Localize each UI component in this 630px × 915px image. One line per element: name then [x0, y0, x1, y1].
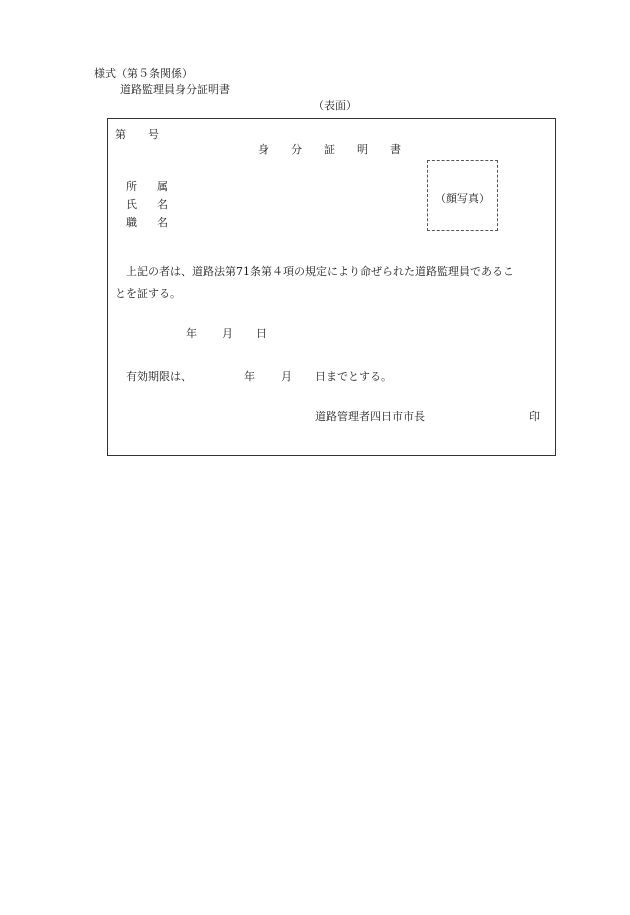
validity-month: 月: [281, 370, 292, 383]
statement-line-1: 上記の者は、道路法第71条第４項の規定により命ぜられた道路監理員であるこ: [126, 265, 514, 278]
form-title: 道路監理員身分証明書: [120, 83, 230, 96]
date-day: 日: [256, 327, 267, 340]
side-label: （表面）: [313, 99, 357, 112]
validity-suffix: 日までとする。: [315, 370, 392, 383]
field-name: 氏名: [126, 198, 188, 211]
seal-mark: 印: [529, 410, 540, 423]
validity-year: 年: [244, 370, 255, 383]
card-heading: 身分証明書: [258, 143, 423, 156]
field-affiliation: 所属: [126, 180, 188, 193]
validity-prefix: 有効期限は、: [126, 370, 192, 383]
field-job-title: 職名: [126, 216, 188, 229]
form-style-reference: 様式（第５条関係）: [94, 67, 193, 80]
statement-line-2: とを証する。: [115, 287, 181, 300]
date-year: 年: [186, 327, 197, 340]
number-label-go: 号: [148, 128, 159, 141]
date-month: 月: [222, 327, 233, 340]
number-label-dai: 第: [115, 128, 126, 141]
photo-label: （顔写真）: [435, 192, 490, 205]
photo-placeholder: [427, 160, 498, 231]
issuer: 道路管理者四日市市長: [315, 410, 425, 423]
